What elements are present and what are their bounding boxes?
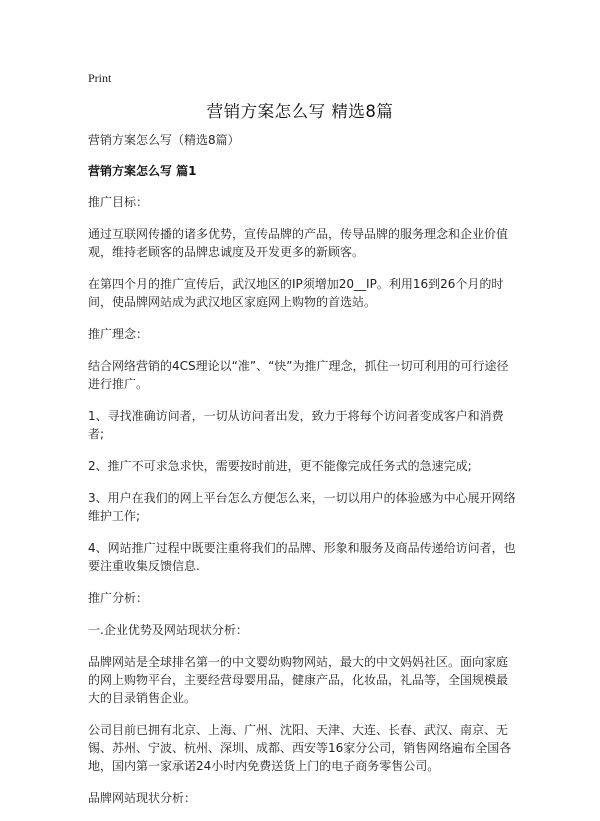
paragraph-ip-target: 在第四个月的推广宣传后，武汉地区的IP须增加20__IP。利用16到26个月的时间，使品牌网站成为武汉地区家庭网上购物的首选站。 <box>88 277 504 309</box>
paragraph-promotion-analysis-label: 推广分析： <box>88 591 149 605</box>
list-item-1: 1、寻找准确访问者，一切从访问者出发，致力于将每个访问者变成客户和消费者; <box>88 409 504 441</box>
list-item-4: 4、网站推广过程中既要注重将我们的品牌、形象和服务及商品传递给访问者，也要注重收集反馈信息. <box>88 541 516 573</box>
list-item-2: 2、推广不可求急求快，需要按时前进，更不能像完成任务式的急速完成; <box>88 459 472 473</box>
document-title: 营销方案怎么写 精选8篇 <box>206 102 394 121</box>
list-item-3: 3、用户在我们的网上平台怎么方便怎么来，一切以用户的体验感为中心展开网络维护工作; <box>88 491 516 523</box>
paragraph-promotion-concept: 结合网络营销的4CS理论以“准”、“快”为推广理念，抓住一切可利用的可行途径进行推广。 <box>88 359 509 391</box>
paragraph-promotion-concept-label: 推广理念： <box>88 327 149 341</box>
section-heading: 营销方案怎么写 篇1 <box>88 164 197 178</box>
paragraph-advantage-heading: 一.企业优势及网站现状分析： <box>88 623 248 637</box>
document-body <box>88 131 518 821</box>
paragraph-promotion-goal: 通过互联网传播的诸多优势，宣传品牌的产品，传导品牌的服务理念和企业价值观，维持老顾客的品牌忠诚度及开发更多的新顾客。 <box>88 227 509 259</box>
paragraph-promotion-goal-label: 推广目标： <box>88 195 149 209</box>
print-label: Print <box>88 71 112 85</box>
document-subtitle: 营销方案怎么写（精选8篇） <box>88 133 240 147</box>
paragraph-brand-site: 品牌网站是全球排名第一的中文婴幼购物网站，最大的中文妈妈社区。面向家庭的网上购物平台，主要经营母婴用品，健康产品，化妆品，礼品等，全国规模最大的目录销售企业。 <box>88 655 509 705</box>
paragraph-branches: 公司目前已拥有北京、上海、广州、沈阳、天津、大连、长春、武汉、南京、无锡、苏州、宁波、杭州、深圳、成都、西安等16家分公司，销售网络遍布全国各地，国内第一家承诺24小时内免费送货上门的电子商务零售公司。 <box>88 723 512 773</box>
paragraph-site-status-label: 品牌网站现状分析： <box>88 791 197 805</box>
